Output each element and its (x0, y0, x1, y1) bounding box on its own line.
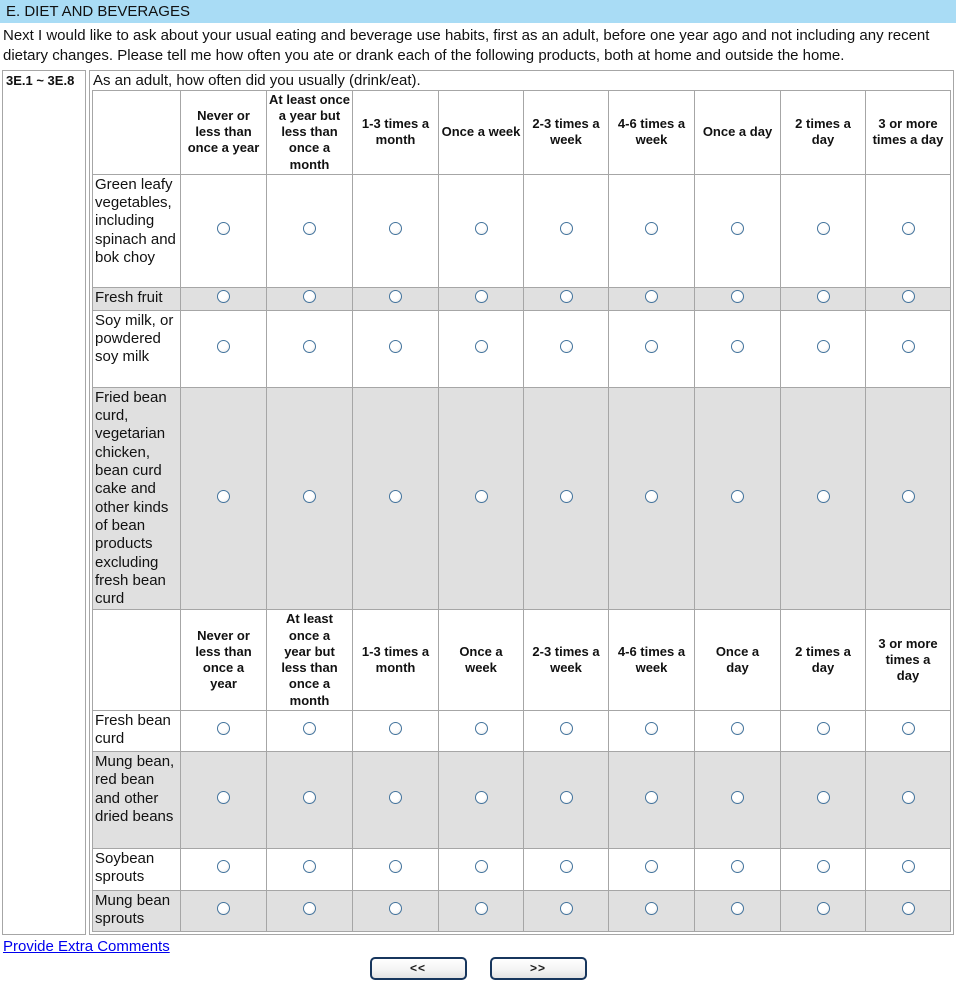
radio-cell[interactable] (609, 751, 695, 848)
radio-cell[interactable] (353, 710, 439, 751)
radio-cell[interactable] (609, 848, 695, 890)
radio-fried-bean-curd-opt7[interactable] (731, 490, 744, 503)
radio-soybean-sprouts-opt9[interactable] (902, 860, 915, 873)
radio-fresh-fruit-opt4[interactable] (475, 290, 488, 303)
radio-cell[interactable] (353, 848, 439, 890)
radio-cell[interactable] (781, 174, 866, 287)
radio-cell[interactable] (353, 310, 439, 387)
item-row (93, 890, 951, 931)
radio-cell[interactable] (181, 387, 267, 610)
radio-green-leafy-vegetables-opt4[interactable] (475, 222, 488, 235)
radio-cell[interactable] (524, 751, 609, 848)
radio-cell[interactable] (609, 310, 695, 387)
radio-soy-milk-or-opt8[interactable] (817, 340, 830, 353)
radio-cell[interactable] (609, 890, 695, 931)
frequency-table (92, 90, 951, 932)
radio-cell[interactable] (866, 287, 951, 310)
radio-fresh-fruit-opt8[interactable] (817, 290, 830, 303)
frequency-header-cell: 3 or more times a day (866, 610, 951, 711)
radio-cell[interactable] (866, 710, 951, 751)
radio-fresh-fruit-opt6[interactable] (645, 290, 658, 303)
radio-fried-bean-curd-opt6[interactable] (645, 490, 658, 503)
radio-cell[interactable] (353, 174, 439, 287)
radio-mung-bean-sprouts-opt1[interactable] (217, 902, 230, 915)
item-label: Mung bean sprouts (93, 890, 181, 931)
radio-fried-bean-curd-opt9[interactable] (902, 490, 915, 503)
nav-buttons (2, 957, 954, 980)
radio-cell[interactable] (439, 710, 524, 751)
radio-fresh-bean-curd-opt5[interactable] (560, 722, 573, 735)
item-label: Soybean sprouts (93, 848, 181, 890)
radio-cell[interactable] (267, 751, 353, 848)
question-id: 3E.1 ~ 3E.8 (2, 70, 86, 935)
radio-green-leafy-vegetables-opt2[interactable] (303, 222, 316, 235)
frequency-header-cell: Never or less than once a year (181, 90, 267, 174)
radio-soybean-sprouts-opt8[interactable] (817, 860, 830, 873)
radio-soybean-sprouts-opt3[interactable] (389, 860, 402, 873)
radio-cell[interactable] (353, 890, 439, 931)
radio-cell[interactable] (695, 710, 781, 751)
radio-mung-bean-red-opt8[interactable] (817, 791, 830, 804)
radio-cell[interactable] (866, 751, 951, 848)
frequency-header-cell: Once a day (695, 90, 781, 174)
radio-mung-bean-sprouts-opt4[interactable] (475, 902, 488, 915)
radio-cell[interactable] (524, 710, 609, 751)
radio-cell[interactable] (524, 287, 609, 310)
radio-mung-bean-red-opt4[interactable] (475, 791, 488, 804)
item-row (93, 310, 951, 387)
question-content (89, 70, 954, 935)
question-block (2, 70, 954, 935)
radio-cell[interactable] (695, 174, 781, 287)
radio-cell[interactable] (695, 287, 781, 310)
radio-mung-bean-sprouts-opt2[interactable] (303, 902, 316, 915)
frequency-header-cell: Once a week (439, 90, 524, 174)
frequency-header-cell: 1-3 times a month (353, 610, 439, 711)
section-header (0, 0, 956, 23)
frequency-header-cell: At least once a year but less than once a month (267, 610, 353, 711)
radio-cell[interactable] (524, 310, 609, 387)
radio-fresh-fruit-opt9[interactable] (902, 290, 915, 303)
radio-cell[interactable] (524, 174, 609, 287)
radio-soy-milk-or-opt4[interactable] (475, 340, 488, 353)
item-row (93, 751, 951, 848)
item-row (93, 174, 951, 287)
frequency-header-cell: 4-6 times a week (609, 90, 695, 174)
radio-cell[interactable] (439, 287, 524, 310)
radio-cell[interactable] (181, 710, 267, 751)
radio-cell[interactable] (267, 387, 353, 610)
radio-fresh-bean-curd-opt4[interactable] (475, 722, 488, 735)
radio-fresh-bean-curd-opt3[interactable] (389, 722, 402, 735)
radio-cell[interactable] (866, 890, 951, 931)
radio-mung-bean-red-opt3[interactable] (389, 791, 402, 804)
item-label: Soy milk, or powdered soy milk (93, 310, 181, 387)
radio-cell[interactable] (181, 848, 267, 890)
radio-cell[interactable] (439, 387, 524, 610)
radio-fresh-fruit-opt7[interactable] (731, 290, 744, 303)
frequency-header-cell: 2 times a day (781, 90, 866, 174)
radio-soybean-sprouts-opt4[interactable] (475, 860, 488, 873)
radio-cell[interactable] (781, 710, 866, 751)
frequency-header-cell: Once a week (439, 610, 524, 711)
radio-cell[interactable] (353, 751, 439, 848)
radio-fried-bean-curd-opt4[interactable] (475, 490, 488, 503)
radio-cell[interactable] (609, 287, 695, 310)
frequency-header-cell: 2-3 times a week (524, 90, 609, 174)
radio-mung-bean-red-opt7[interactable] (731, 791, 744, 804)
radio-soy-milk-or-opt1[interactable] (217, 340, 230, 353)
frequency-header-cell: Never or less than once a year (181, 610, 267, 711)
radio-cell[interactable] (695, 890, 781, 931)
radio-fresh-bean-curd-opt7[interactable] (731, 722, 744, 735)
frequency-header-row (93, 90, 951, 174)
radio-soy-milk-or-opt3[interactable] (389, 340, 402, 353)
item-label: Fresh bean curd (93, 710, 181, 751)
item-label: Mung bean, red bean and other dried beans (93, 751, 181, 848)
section-title: E. DIET AND BEVERAGES (6, 3, 190, 20)
frequency-header-cell: Once a day (695, 610, 781, 711)
corner-cell (93, 610, 181, 711)
radio-cell[interactable] (267, 310, 353, 387)
radio-soybean-sprouts-opt1[interactable] (217, 860, 230, 873)
radio-fried-bean-curd-opt2[interactable] (303, 490, 316, 503)
radio-mung-bean-red-opt5[interactable] (560, 791, 573, 804)
previous-page-button[interactable]: << (370, 957, 467, 980)
frequency-header-cell: At least once a year but less than once a month (267, 90, 353, 174)
radio-soybean-sprouts-opt2[interactable] (303, 860, 316, 873)
radio-cell[interactable] (181, 890, 267, 931)
radio-cell[interactable] (439, 310, 524, 387)
radio-green-leafy-vegetables-opt3[interactable] (389, 222, 402, 235)
radio-green-leafy-vegetables-opt6[interactable] (645, 222, 658, 235)
radio-cell[interactable] (866, 310, 951, 387)
radio-soy-milk-or-opt9[interactable] (902, 340, 915, 353)
item-row (93, 387, 951, 610)
radio-cell[interactable] (695, 310, 781, 387)
radio-cell[interactable] (524, 848, 609, 890)
radio-soybean-sprouts-opt7[interactable] (731, 860, 744, 873)
radio-green-leafy-vegetables-opt9[interactable] (902, 222, 915, 235)
item-row (93, 848, 951, 890)
item-label: Fresh fruit (93, 287, 181, 310)
radio-mung-bean-sprouts-opt3[interactable] (389, 902, 402, 915)
item-label: Fried bean curd, vegetarian chicken, bean curd cake and other kinds of bean products excluding fresh bean curd (93, 387, 181, 610)
radio-fresh-fruit-opt2[interactable] (303, 290, 316, 303)
radio-mung-bean-red-opt6[interactable] (645, 791, 658, 804)
frequency-header-cell: 4-6 times a week (609, 610, 695, 711)
radio-cell[interactable] (609, 710, 695, 751)
radio-soy-milk-or-opt5[interactable] (560, 340, 573, 353)
radio-cell[interactable] (181, 751, 267, 848)
radio-mung-bean-sprouts-opt6[interactable] (645, 902, 658, 915)
radio-cell[interactable] (781, 287, 866, 310)
radio-cell[interactable] (781, 387, 866, 610)
radio-cell[interactable] (866, 387, 951, 610)
radio-cell[interactable] (439, 848, 524, 890)
radio-cell[interactable] (695, 387, 781, 610)
radio-green-leafy-vegetables-opt5[interactable] (560, 222, 573, 235)
next-page-button[interactable]: >> (490, 957, 587, 980)
radio-soybean-sprouts-opt6[interactable] (645, 860, 658, 873)
radio-cell[interactable] (609, 174, 695, 287)
radio-cell[interactable] (353, 287, 439, 310)
frequency-header-cell: 1-3 times a month (353, 90, 439, 174)
radio-green-leafy-vegetables-opt8[interactable] (817, 222, 830, 235)
frequency-header-cell: 2 times a day (781, 610, 866, 711)
frequency-header-cell: 2-3 times a week (524, 610, 609, 711)
radio-mung-bean-red-opt1[interactable] (217, 791, 230, 804)
radio-fresh-fruit-opt3[interactable] (389, 290, 402, 303)
radio-cell[interactable] (524, 387, 609, 610)
radio-fresh-fruit-opt5[interactable] (560, 290, 573, 303)
radio-cell[interactable] (181, 174, 267, 287)
radio-cell[interactable] (866, 848, 951, 890)
radio-fresh-bean-curd-opt6[interactable] (645, 722, 658, 735)
radio-cell[interactable] (524, 890, 609, 931)
radio-cell[interactable] (267, 287, 353, 310)
radio-fresh-fruit-opt1[interactable] (217, 290, 230, 303)
radio-cell[interactable] (781, 848, 866, 890)
radio-cell[interactable] (866, 174, 951, 287)
radio-fresh-bean-curd-opt1[interactable] (217, 722, 230, 735)
radio-mung-bean-sprouts-opt5[interactable] (560, 902, 573, 915)
radio-cell[interactable] (695, 751, 781, 848)
radio-fried-bean-curd-opt8[interactable] (817, 490, 830, 503)
radio-cell[interactable] (181, 287, 267, 310)
radio-mung-bean-red-opt2[interactable] (303, 791, 316, 804)
frequency-header-cell: 3 or more times a day (866, 90, 951, 174)
radio-cell[interactable] (439, 174, 524, 287)
question-text: As an adult, how often did you usually (drink/eat). (93, 71, 421, 89)
radio-fried-bean-curd-opt3[interactable] (389, 490, 402, 503)
radio-fried-bean-curd-opt1[interactable] (217, 490, 230, 503)
radio-mung-bean-red-opt9[interactable] (902, 791, 915, 804)
radio-cell[interactable] (439, 890, 524, 931)
radio-fresh-bean-curd-opt8[interactable] (817, 722, 830, 735)
radio-fried-bean-curd-opt5[interactable] (560, 490, 573, 503)
radio-cell[interactable] (181, 310, 267, 387)
provide-extra-comments-link[interactable]: Provide Extra Comments (3, 937, 170, 955)
corner-cell (93, 90, 181, 174)
radio-cell[interactable] (609, 387, 695, 610)
radio-cell[interactable] (267, 848, 353, 890)
radio-cell[interactable] (781, 310, 866, 387)
item-row (93, 710, 951, 751)
radio-cell[interactable] (781, 751, 866, 848)
radio-green-leafy-vegetables-opt1[interactable] (217, 222, 230, 235)
radio-soy-milk-or-opt7[interactable] (731, 340, 744, 353)
item-row (93, 287, 951, 310)
radio-cell[interactable] (353, 387, 439, 610)
footer (2, 938, 954, 980)
radio-mung-bean-sprouts-opt8[interactable] (817, 902, 830, 915)
radio-green-leafy-vegetables-opt7[interactable] (731, 222, 744, 235)
radio-cell[interactable] (695, 848, 781, 890)
radio-cell[interactable] (267, 174, 353, 287)
radio-cell[interactable] (267, 710, 353, 751)
radio-soy-milk-or-opt2[interactable] (303, 340, 316, 353)
radio-fresh-bean-curd-opt9[interactable] (902, 722, 915, 735)
frequency-header-row (93, 610, 951, 711)
radio-mung-bean-sprouts-opt9[interactable] (902, 902, 915, 915)
radio-soy-milk-or-opt6[interactable] (645, 340, 658, 353)
radio-fresh-bean-curd-opt2[interactable] (303, 722, 316, 735)
intro-text: Next I would like to ask about your usual eating and beverage use habits, first as an adult, before one year ago and not including any recent dietary changes. Please tell me how often you ate or drank each of the following products, both at home and outside the home. (3, 27, 930, 64)
radio-cell[interactable] (267, 890, 353, 931)
radio-mung-bean-sprouts-opt7[interactable] (731, 902, 744, 915)
radio-soybean-sprouts-opt5[interactable] (560, 860, 573, 873)
radio-cell[interactable] (439, 751, 524, 848)
item-label: Green leafy vegetables, including spinach and bok choy (93, 174, 181, 287)
radio-cell[interactable] (781, 890, 866, 931)
